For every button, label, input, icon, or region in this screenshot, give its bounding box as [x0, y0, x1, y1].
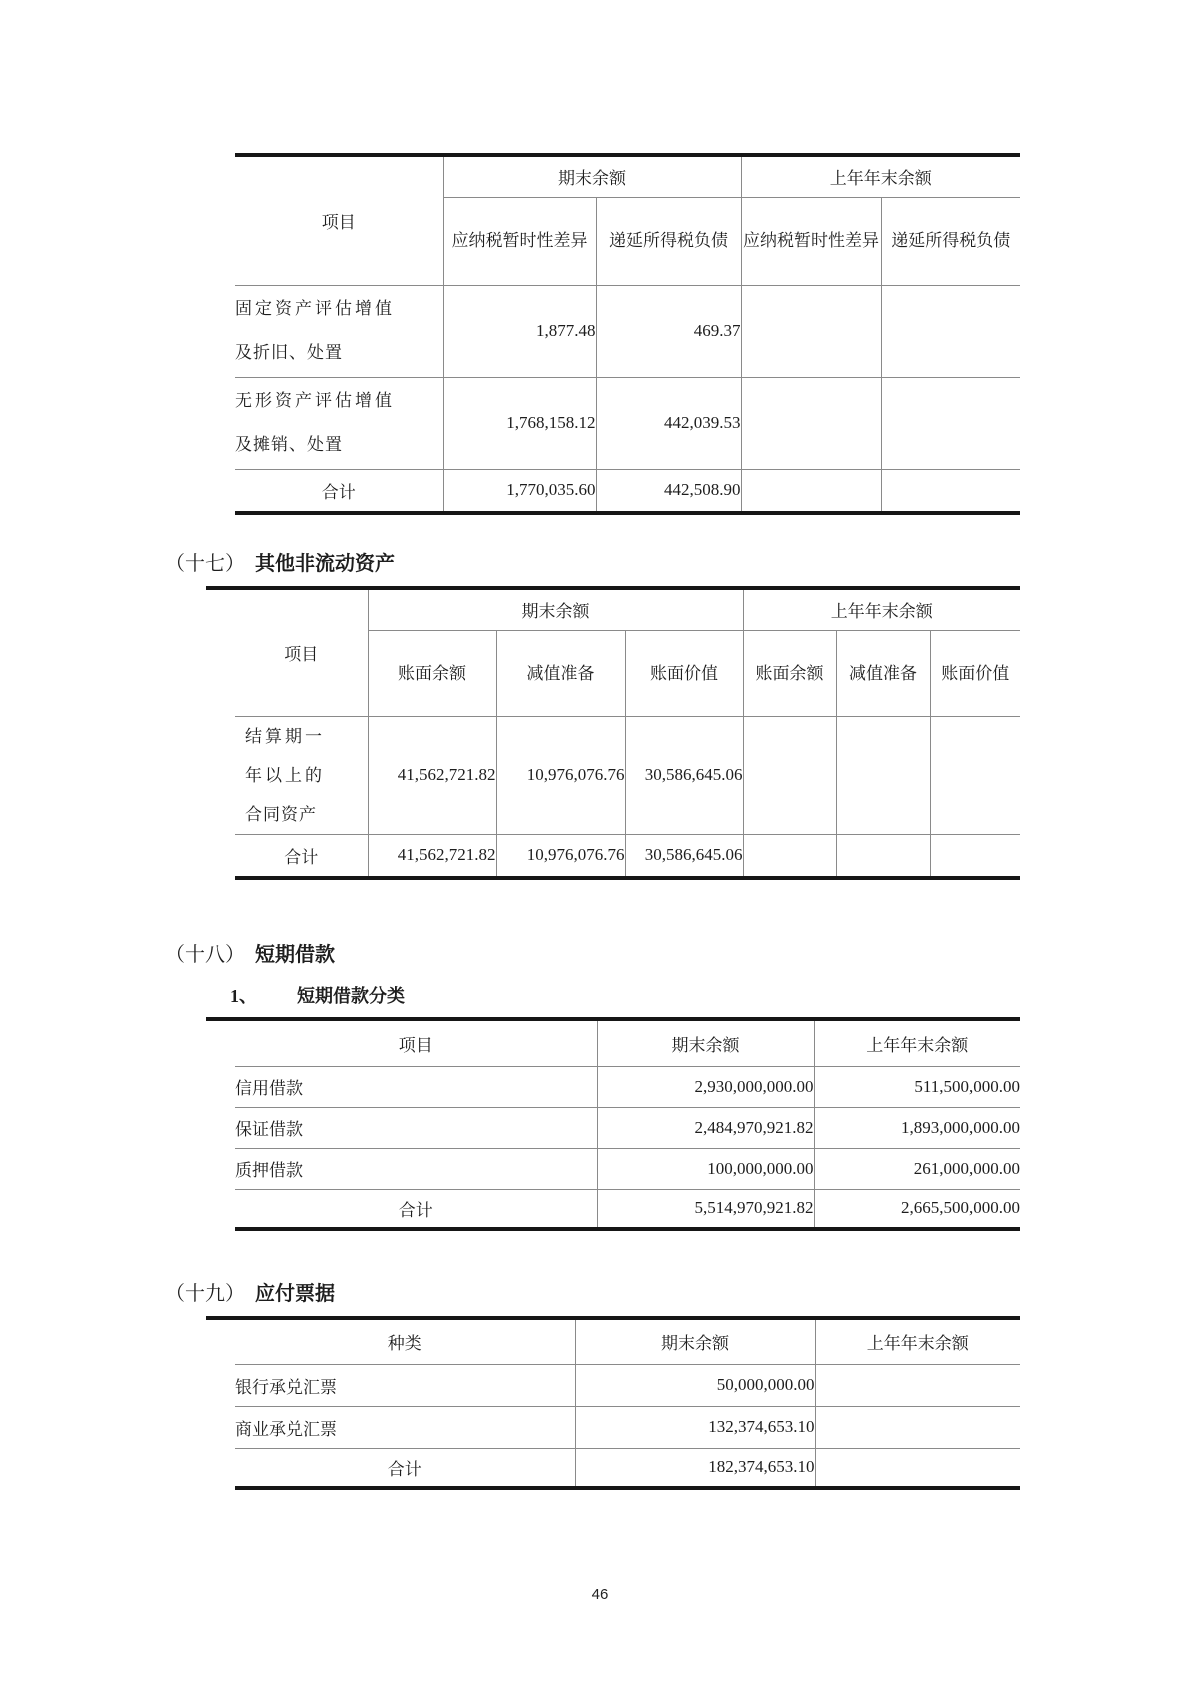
subsection-1-title: 短期借款分类 — [297, 986, 405, 1006]
table-total-row — [235, 1448, 1020, 1488]
t3-row3-item: 质押借款 — [235, 1148, 597, 1189]
t3-total-prior: 2,665,500,000.00 — [814, 1189, 1020, 1229]
section-18-title: 短期借款 — [255, 944, 335, 966]
t3-row2-end: 2,484,970,921.82 — [597, 1107, 814, 1148]
t4-row1-prior — [815, 1364, 1020, 1406]
t1-group-ending-balance: 期末余额 — [443, 155, 741, 197]
t2-total-prior-impairment — [836, 834, 930, 878]
section-17-label: （十七） — [165, 553, 245, 575]
t2-header-item: 项目 — [235, 590, 368, 716]
t1-row1-end-diff: 1,877.48 — [443, 285, 596, 377]
t3-row1-prior: 511,500,000.00 — [814, 1066, 1020, 1107]
t2-total-label: 合计 — [284, 847, 319, 867]
t4-row2-item: 商业承兑汇票 — [235, 1406, 575, 1448]
t3-header-prior: 上年年末余额 — [814, 1021, 1020, 1066]
t2-subheader-impairment-end: 减值准备 — [496, 630, 625, 716]
t3-row1-item: 信用借款 — [235, 1066, 597, 1107]
table-row — [235, 1364, 1020, 1406]
t1-total-label: 合计 — [321, 482, 356, 502]
deferred-tax-table — [235, 153, 1020, 515]
t2-row1-end-value: 30,586,645.06 — [625, 716, 743, 834]
other-noncurrent-assets-table — [235, 590, 1020, 880]
t4-row1-end: 50,000,000.00 — [575, 1364, 815, 1406]
t1-header-item: 项目 — [235, 155, 443, 285]
t3-row3-end: 100,000,000.00 — [597, 1148, 814, 1189]
t4-row2-prior — [815, 1406, 1020, 1448]
t1-row1-prior-liab — [881, 285, 1020, 377]
t1-row1-item: 固定资产评估增值及折旧、处置 — [235, 285, 443, 377]
t2-subheader-impairment-prior: 减值准备 — [836, 630, 930, 716]
t1-total-prior-liab — [881, 469, 1020, 513]
t3-total-label: 合计 — [398, 1200, 433, 1220]
table-total-row — [235, 1189, 1020, 1229]
section-19-title: 应付票据 — [255, 1283, 335, 1305]
t2-total-prior-value — [930, 834, 1020, 878]
table-total-row — [235, 469, 1020, 513]
t2-row1-end-impairment: 10,976,076.76 — [496, 716, 625, 834]
section-19-heading — [165, 1281, 1200, 1307]
section-19-label: （十九） — [165, 1283, 245, 1305]
table-row — [235, 1148, 1020, 1189]
t1-row1-end-liab: 469.37 — [596, 285, 741, 377]
section-17-title: 其他非流动资产 — [255, 553, 395, 575]
t1-subheader-deferred-liab-end: 递延所得税负债 — [596, 197, 741, 285]
t1-total-end-diff: 1,770,035.60 — [443, 469, 596, 513]
t1-subheader-deferred-liab-prior: 递延所得税负债 — [881, 197, 1020, 285]
t3-row2-prior: 1,893,000,000.00 — [814, 1107, 1020, 1148]
page-number: 46 — [591, 1586, 609, 1603]
t2-row1-prior-balance — [743, 716, 836, 834]
t4-total-end: 182,374,653.10 — [575, 1448, 815, 1488]
t1-row1-prior-diff — [741, 285, 881, 377]
short-term-loans-table — [235, 1021, 1020, 1231]
t2-row1-prior-value — [930, 716, 1020, 834]
section-17-heading — [165, 551, 1200, 577]
notes-payable-table — [235, 1320, 1020, 1490]
t2-group-ending-balance: 期末余额 — [368, 590, 743, 630]
table-total-row — [235, 834, 1020, 878]
t4-total-label: 合计 — [387, 1459, 422, 1479]
t2-row1-item: 结算期一年以上的合同资产 — [235, 716, 368, 834]
section-18-label: （十八） — [165, 944, 245, 966]
t2-total-end-impairment: 10,976,076.76 — [496, 834, 625, 878]
t1-row2-prior-diff — [741, 377, 881, 469]
t2-total-prior-balance — [743, 834, 836, 878]
table-row — [235, 1107, 1020, 1148]
t4-header-ending: 期末余额 — [575, 1320, 815, 1364]
t2-subheader-book-balance-prior: 账面余额 — [743, 630, 836, 716]
t2-row1-end-balance: 41,562,721.82 — [368, 716, 496, 834]
t2-group-prior-balance: 上年年末余额 — [743, 590, 1020, 630]
t4-row1-item: 银行承兑汇票 — [235, 1364, 575, 1406]
t1-row2-prior-liab — [881, 377, 1020, 469]
subsection-1-number: 1、 — [230, 986, 257, 1006]
t4-header-type: 种类 — [235, 1320, 575, 1364]
t1-subheader-taxable-diff-prior: 应纳税暂时性差异 — [741, 197, 881, 285]
t2-row1-prior-impairment — [836, 716, 930, 834]
table-row — [235, 285, 1020, 377]
t2-subheader-book-balance-end: 账面余额 — [368, 630, 496, 716]
t3-total-end: 5,514,970,921.82 — [597, 1189, 814, 1229]
t2-total-end-balance: 41,562,721.82 — [368, 834, 496, 878]
t1-row2-item: 无形资产评估增值及摊销、处置 — [235, 377, 443, 469]
t3-header-ending: 期末余额 — [597, 1021, 814, 1066]
t4-total-prior — [815, 1448, 1020, 1488]
subsection-1-heading — [230, 984, 1200, 1008]
t2-total-end-value: 30,586,645.06 — [625, 834, 743, 878]
table-row — [235, 1066, 1020, 1107]
table-row — [235, 1406, 1020, 1448]
t3-header-item: 项目 — [235, 1021, 597, 1066]
t1-row2-end-liab: 442,039.53 — [596, 377, 741, 469]
t3-row1-end: 2,930,000,000.00 — [597, 1066, 814, 1107]
t4-header-prior: 上年年末余额 — [815, 1320, 1020, 1364]
t2-subheader-book-value-end: 账面价值 — [625, 630, 743, 716]
table-row — [235, 377, 1020, 469]
t4-row2-end: 132,374,653.10 — [575, 1406, 815, 1448]
t1-subheader-taxable-diff-end: 应纳税暂时性差异 — [443, 197, 596, 285]
t1-total-end-liab: 442,508.90 — [596, 469, 741, 513]
t2-subheader-book-value-prior: 账面价值 — [930, 630, 1020, 716]
table-row — [235, 716, 1020, 834]
t3-row2-item: 保证借款 — [235, 1107, 597, 1148]
t1-row2-end-diff: 1,768,158.12 — [443, 377, 596, 469]
t1-group-prior-balance: 上年年末余额 — [741, 155, 1020, 197]
t1-total-prior-diff — [741, 469, 881, 513]
section-18-heading — [165, 942, 1200, 968]
t3-row3-prior: 261,000,000.00 — [814, 1148, 1020, 1189]
